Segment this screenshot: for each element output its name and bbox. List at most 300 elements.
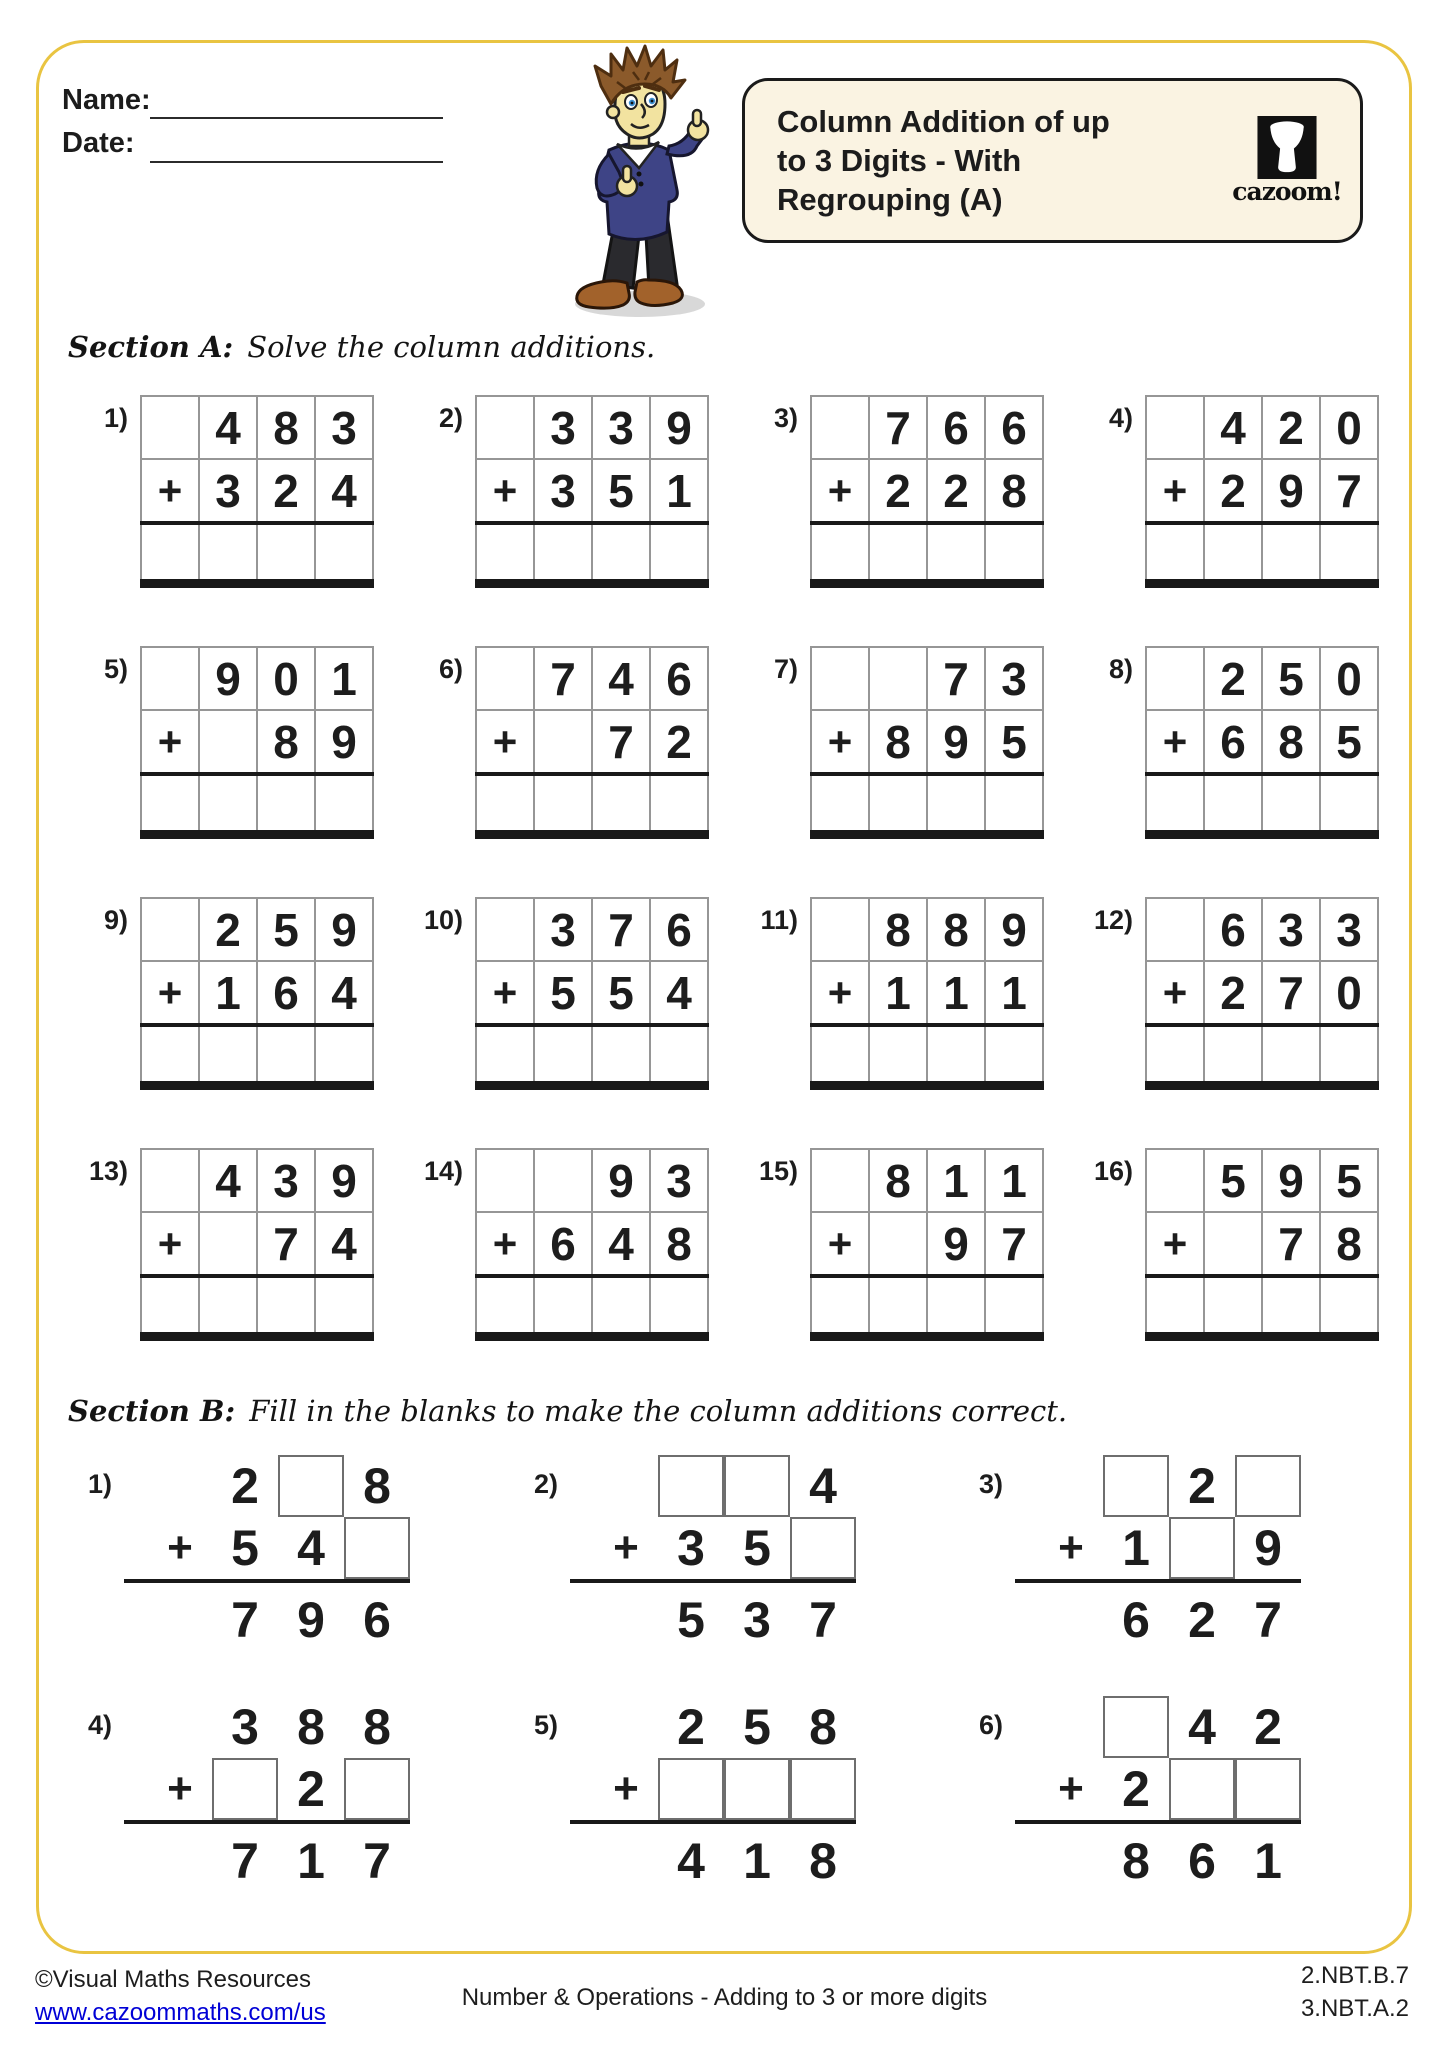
digit-cell: 3 [985,647,1043,710]
digit-cell [141,396,199,459]
answer-digit: 6 [1188,1833,1216,1889]
digit-cell: 1 [315,647,373,710]
digit-cell [1146,647,1204,710]
answer-cell [199,1276,257,1332]
addition-problem [438,646,709,844]
addition-problem [1108,646,1379,844]
addition-grid [475,646,709,839]
answer-cell [534,774,592,830]
answer-cell [869,1276,927,1332]
digit-cell: 7 [869,396,927,459]
plus-cell: + [1146,710,1204,774]
digit-cell: 4 [315,961,373,1025]
answer-cell [141,1276,199,1332]
fill-blank-problem: 5) 2 5 8 + 4 1 8 [534,1696,856,1890]
blank-box [724,1455,790,1517]
digit-cell: 5 [592,961,650,1025]
digit-cell: 6 [257,961,315,1025]
answer-cell [927,774,985,830]
problem-number: 8) [1108,654,1133,684]
addition-grid [1145,395,1379,588]
plus-cell: + [476,459,534,523]
blank-box [212,1758,278,1820]
digit-cell: 0 [1320,647,1378,710]
answer-digit: 7 [363,1833,391,1889]
digit-cell: 0 [257,647,315,710]
answer-cell [1262,1025,1320,1081]
addition-grid [810,897,1044,1090]
digit-cell: 4 [650,961,708,1025]
answer-cell [1320,1276,1378,1332]
plus-cell: + [141,710,199,774]
addition-problem [423,1148,709,1346]
spacer-cell [594,1579,658,1649]
digit-cell: 4 [809,1458,837,1514]
answer-cell [315,523,373,579]
digit-cell: 6 [1204,898,1262,961]
spacer-cell [148,1820,212,1890]
digit-cell: 5 [1262,647,1320,710]
answer-cell [650,1025,708,1081]
addition-grid-table [1145,1148,1379,1332]
addition-problem [88,1148,374,1346]
mascot-boy-illustration [545,42,765,322]
addition-problem [438,395,709,593]
digit-cell: 8 [927,898,985,961]
digit-cell: 4 [315,459,373,523]
digit-cell: 7 [592,710,650,774]
answer-line [1015,1820,1301,1824]
digit-cell: 9 [985,898,1043,961]
problem-number: 5) [103,654,128,684]
plus-cell: + [1146,459,1204,523]
answer-cell [1262,523,1320,579]
plus-cell: + [141,459,199,523]
digit-cell [141,898,199,961]
answer-cell [141,774,199,830]
problem-number: 13) [88,1156,128,1186]
spacer-cell [594,1696,658,1758]
plus-cell: + [476,710,534,774]
answer-cell [534,1025,592,1081]
addition-grid-table [1145,646,1379,830]
plus-cell: + [811,961,869,1025]
spacer-cell [1039,1455,1103,1517]
digit-cell: 5 [1320,1149,1378,1212]
problem-number: 1) [103,403,128,433]
section-b-instruction: Fill in the blanks to make the column additions correct. [249,1394,1068,1428]
digit-cell: 5 [231,1520,259,1576]
blank-box [1235,1758,1301,1820]
blank-box [1235,1455,1301,1517]
problem-number: 2) [438,403,463,433]
digit-cell: 8 [869,898,927,961]
digit-cell [476,1149,534,1212]
answer-cell [650,523,708,579]
answer-cell [1320,1025,1378,1081]
answer-cell [141,523,199,579]
answer-cell [1146,523,1204,579]
answer-cell [1204,1025,1262,1081]
digit-cell: 8 [869,1149,927,1212]
digit-cell: 7 [592,898,650,961]
digit-cell: 2 [677,1699,705,1755]
shoe [577,281,630,308]
answer-cell [650,1276,708,1332]
answer-line [570,1579,856,1583]
addition-grid-table [810,395,1044,579]
section-a-instruction: Solve the column additions. [247,330,656,364]
name-line [150,117,443,119]
digit-cell: 7 [927,647,985,710]
digit-cell: 7 [534,647,592,710]
answer-digit: 1 [743,1833,771,1889]
date-label: Date: [62,127,135,159]
digit-cell: 3 [650,1149,708,1212]
answer-cell [985,774,1043,830]
answer-cell [592,523,650,579]
digit-cell: 2 [1262,396,1320,459]
answer-digit: 5 [677,1592,705,1648]
addition-grid-table [140,395,374,579]
spacer-cell [594,1820,658,1890]
digit-cell: 2 [297,1761,325,1817]
addition-problem [103,395,374,593]
answer-line [124,1579,410,1583]
blank-box [1169,1517,1235,1579]
addition-problem [1093,897,1379,1095]
digit-cell: 9 [1262,459,1320,523]
digit-cell: 2 [1254,1699,1282,1755]
digit-cell [141,1149,199,1212]
digit-cell: 2 [231,1458,259,1514]
section-b-label: Section B: [68,1394,236,1428]
digit-cell: 2 [1188,1458,1216,1514]
addition-grid-table [475,395,709,579]
plus-cell: + [811,1212,869,1276]
digit-cell [869,647,927,710]
addition-grid-table [140,646,374,830]
digit-cell: 4 [592,1212,650,1276]
answer-cell [1262,1276,1320,1332]
digit-cell: 6 [927,396,985,459]
answer-digit: 7 [809,1592,837,1648]
digit-cell: 9 [315,898,373,961]
answer-digit: 8 [1122,1833,1150,1889]
answer-cell [1146,774,1204,830]
blank-box [790,1758,856,1820]
digit-cell: 6 [1204,710,1262,774]
spacer-cell [148,1579,212,1649]
answer-cell [315,1276,373,1332]
answer-cell [534,1276,592,1332]
addition-grid [1145,897,1379,1090]
spacer-cell [1039,1820,1103,1890]
addition-grid [1145,1148,1379,1341]
answer-cell [476,1025,534,1081]
standard-code-1: 2.NBT.B.7 [1300,1962,1409,1989]
addition-grid [475,395,709,588]
addition-grid-table [1145,395,1379,579]
digit-cell: 3 [199,459,257,523]
plus-cell: + [613,1764,639,1813]
digit-cell [534,710,592,774]
answer-cell [927,523,985,579]
digit-cell: 2 [927,459,985,523]
blank-box [278,1455,344,1517]
fill-blank-grid [148,1455,410,1649]
digit-cell: 3 [1262,898,1320,961]
answer-cell [476,523,534,579]
addition-grid-table [140,897,374,1081]
digit-cell [1204,1212,1262,1276]
worksheet-title [777,102,1232,219]
digit-cell [869,1212,927,1276]
fill-blank-problem: 4) 3 8 8 + 2 7 1 7 [88,1696,410,1890]
answer-cell [315,1025,373,1081]
digit-cell: 1 [927,1149,985,1212]
plus-cell: + [167,1764,193,1813]
digit-cell: 8 [809,1699,837,1755]
addition-grid-table [475,646,709,830]
digit-cell: 8 [297,1699,325,1755]
fill-blank-grid [148,1696,410,1890]
footer-topic: Number & Operations - Adding to 3 or more digits [461,1984,988,2011]
spacer-cell [148,1455,212,1517]
answer-digit: 3 [743,1592,771,1648]
digit-cell: 3 [534,396,592,459]
answer-cell [1204,523,1262,579]
digit-cell: 4 [297,1520,325,1576]
plus-cell: + [811,710,869,774]
answer-cell [1262,774,1320,830]
addition-grid-table [810,1148,1044,1332]
answer-cell [141,1025,199,1081]
addition-grid-table [810,897,1044,1081]
fill-blank-problem: 6) 4 2 + 2 8 6 1 [979,1696,1301,1890]
addition-problem [1093,1148,1379,1346]
problem-number: 3) [773,403,798,433]
digit-cell: 7 [985,1212,1043,1276]
answer-cell [869,774,927,830]
answer-cell [592,774,650,830]
answer-cell [1320,774,1378,830]
addition-grid [1145,646,1379,839]
answer-line [1015,1579,1301,1583]
answer-cell [476,774,534,830]
digit-cell: 1 [199,961,257,1025]
digit-cell: 4 [592,647,650,710]
digit-cell: 3 [534,459,592,523]
answer-digit: 7 [231,1592,259,1648]
digit-cell: 8 [363,1458,391,1514]
digit-cell: 5 [985,710,1043,774]
answer-digit: 9 [297,1592,325,1648]
digit-cell: 1 [985,961,1043,1025]
spacer-cell [1039,1696,1103,1758]
answer-line [570,1820,856,1824]
blank-box [1103,1696,1169,1758]
plus-cell: + [476,1212,534,1276]
digit-cell: 9 [927,710,985,774]
digit-cell: 7 [1262,1212,1320,1276]
digit-cell: 6 [650,898,708,961]
footer-link[interactable]: www.cazoommaths.com/us [35,1999,326,2026]
addition-problem [1108,395,1379,593]
plus-cell: + [141,961,199,1025]
digit-cell [476,898,534,961]
title-box [742,78,1363,243]
digit-cell: 7 [1320,459,1378,523]
section-a-heading [68,330,655,364]
addition-problem [773,395,1044,593]
digit-cell [199,1212,257,1276]
answer-cell [650,774,708,830]
digit-cell: 5 [1320,710,1378,774]
digit-cell: 6 [534,1212,592,1276]
digit-cell: 8 [257,396,315,459]
fill-blank-grid [594,1455,856,1649]
name-label: Name: [62,84,151,116]
problem-number: 4) [1108,403,1133,433]
digit-cell: 2 [257,459,315,523]
addition-grid [810,395,1044,588]
digit-cell: 8 [1262,710,1320,774]
digit-cell: 5 [1204,1149,1262,1212]
digit-cell [811,647,869,710]
blank-box [790,1517,856,1579]
digit-cell [1146,1149,1204,1212]
spacer-cell [148,1696,212,1758]
digit-cell: 9 [1262,1149,1320,1212]
fill-blank-grid [1039,1696,1301,1890]
logo-wordmark: cazoom! [1232,176,1342,206]
answer-cell [315,774,373,830]
digit-cell: 3 [592,396,650,459]
addition-grid-table [140,1148,374,1332]
digit-cell: 4 [1188,1699,1216,1755]
problem-number: 14) [423,1156,463,1186]
fill-blank-grid [594,1696,856,1890]
addition-grid [140,1148,374,1341]
addition-grid [140,897,374,1090]
digit-cell: 1 [869,961,927,1025]
answer-digit: 1 [1254,1833,1282,1889]
addition-grid-table [475,897,709,1081]
addition-problem [758,1148,1044,1346]
digit-cell: 9 [1254,1520,1282,1576]
digit-cell: 6 [985,396,1043,459]
digit-cell: 0 [1320,961,1378,1025]
digit-cell: 2 [1204,961,1262,1025]
answer-digit: 4 [677,1833,705,1889]
answer-cell [257,1276,315,1332]
digit-cell: 8 [650,1212,708,1276]
plus-cell: + [1058,1764,1084,1813]
blank-box [344,1517,410,1579]
digit-cell: 7 [257,1212,315,1276]
plus-cell: + [167,1523,193,1572]
answer-cell [985,1025,1043,1081]
digit-cell: 8 [257,710,315,774]
blank-box [724,1758,790,1820]
answer-cell [1204,774,1262,830]
digit-cell: 9 [199,647,257,710]
addition-grid [475,897,709,1090]
standard-code-2: 3.NBT.A.2 [1300,1995,1409,2022]
digit-cell: 1 [1122,1520,1150,1576]
answer-cell [534,523,592,579]
addition-grid-table [810,646,1044,830]
answer-cell [476,1276,534,1332]
answer-cell [199,523,257,579]
digit-cell: 3 [677,1520,705,1576]
fill-blank-grid [1039,1455,1301,1649]
digit-cell: 5 [743,1520,771,1576]
title-line-2: to 3 Digits - With [777,143,1022,178]
digit-cell: 4 [1204,396,1262,459]
digit-cell: 2 [1204,459,1262,523]
addition-grid-table [475,1148,709,1332]
answer-cell [257,523,315,579]
digit-cell [1146,898,1204,961]
answer-cell [257,1025,315,1081]
digit-cell: 4 [199,1149,257,1212]
answer-cell [985,1276,1043,1332]
cazoom-logo [1232,116,1342,206]
answer-digit: 8 [809,1833,837,1889]
digit-cell: 4 [315,1212,373,1276]
answer-cell [869,523,927,579]
digit-cell [811,396,869,459]
digit-cell: 3 [231,1699,259,1755]
digit-cell: 8 [869,710,927,774]
answer-cell [811,1025,869,1081]
digit-cell: 1 [650,459,708,523]
digit-cell: 3 [257,1149,315,1212]
digit-cell: 8 [985,459,1043,523]
answer-cell [811,774,869,830]
digit-cell: 1 [985,1149,1043,1212]
blank-box [1103,1455,1169,1517]
plus-cell: + [811,459,869,523]
problem-number: 6) [438,654,463,684]
digit-cell: 1 [927,961,985,1025]
digit-cell: 9 [592,1149,650,1212]
blank-box [1169,1758,1235,1820]
answer-cell [985,523,1043,579]
digit-cell: 7 [1262,961,1320,1025]
digit-cell: 9 [650,396,708,459]
digit-cell: 5 [743,1699,771,1755]
digit-cell: 5 [592,459,650,523]
addition-grid [140,395,374,588]
answer-digit: 6 [363,1592,391,1648]
date-line [150,161,443,163]
answer-cell [869,1025,927,1081]
digit-cell: 6 [650,647,708,710]
digit-cell [476,396,534,459]
answer-cell [199,1025,257,1081]
plus-cell: + [141,1212,199,1276]
answer-digit: 2 [1188,1592,1216,1648]
answer-cell [199,774,257,830]
footer-copyright: ©Visual Maths Resources [35,1966,312,1993]
addition-problem [103,646,374,844]
digit-cell: 4 [199,396,257,459]
digit-cell [199,710,257,774]
answer-cell [1320,523,1378,579]
